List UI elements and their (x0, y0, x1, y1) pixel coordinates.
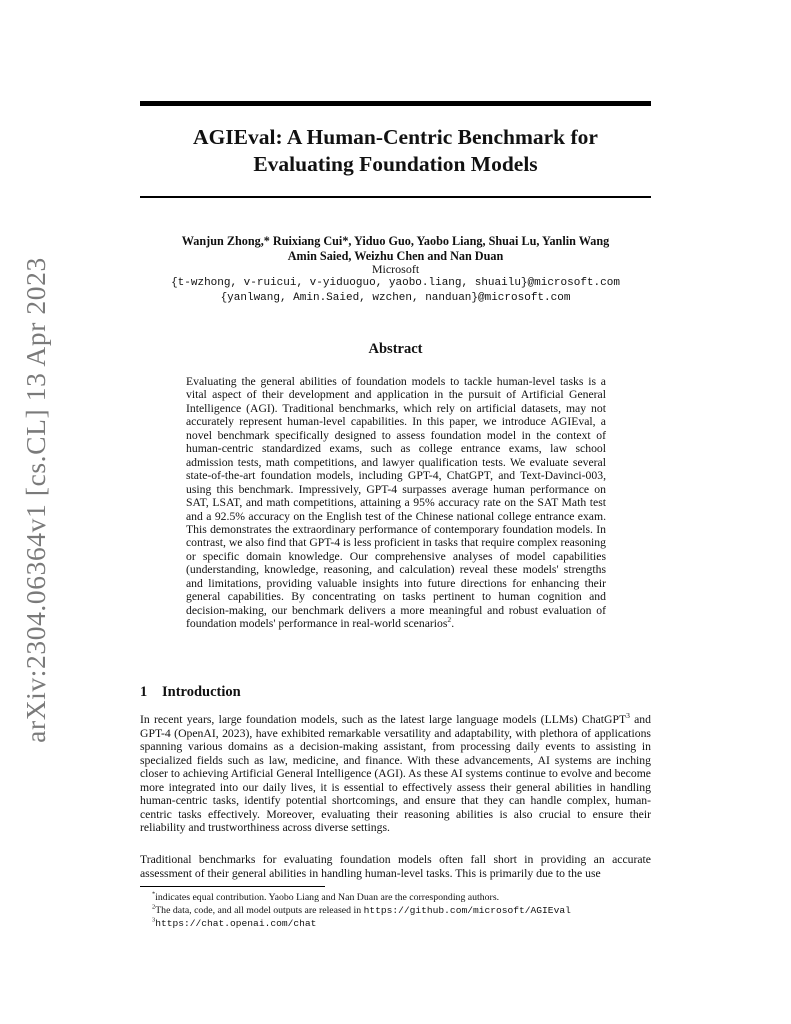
footnote-ref-2[interactable]: 2 (447, 615, 452, 625)
footnote-3 (152, 917, 652, 930)
footnote-1-mark: * (152, 890, 156, 898)
intro-p1-start: In recent years, large foundation models, such as the latest large language models (LLMs) ChatGPT (140, 713, 627, 726)
footnote-2 (152, 904, 652, 917)
emails-line-2: {yanlwang, Amin.Saied, wzchen, nanduan}@microsoft.com (220, 292, 571, 304)
abstract-heading: Abstract (368, 341, 423, 357)
authors-line-2: Amin Saied, Weizhu Chen and Nan Duan (287, 249, 504, 263)
title-line-2: Evaluating Foundation Models (253, 152, 538, 176)
title-top-rule (140, 101, 651, 106)
footnote-1-text: indicates equal contribution. Yaobo Liang and Nan Duan are the corresponding authors. (155, 892, 500, 903)
arxiv-identifier: arXiv:2304.06364v1 [cs.CL] 13 Apr 2023 (20, 257, 51, 743)
authors-line-1: Wanjun Zhong,* Ruixiang Cui*, Yiduo Guo, Yaobo Liang, Shuai Lu, Yanlin Wang (181, 234, 610, 248)
paper-title (140, 124, 651, 178)
footnote-3-mark: 3 (152, 916, 156, 924)
author-list (140, 234, 651, 264)
footnote-rule (140, 886, 325, 887)
footnote-2-mark: 2 (152, 903, 156, 911)
intro-paragraph-1 (140, 713, 651, 835)
footnote-2-link[interactable]: https://github.com/microsoft/AGIEval (363, 905, 571, 916)
footnote-2-text: The data, code, and all model outputs are released in (155, 905, 364, 916)
emails-line-1: {t-wzhong, v-ruicui, v-yiduoguo, yaobo.liang, shuailu}@microsoft.com (171, 277, 620, 289)
section-heading-introduction (140, 684, 241, 701)
section-title: Introduction (162, 684, 241, 700)
footnotes (152, 891, 652, 930)
affiliation: Microsoft (371, 262, 420, 276)
footnote-1 (152, 891, 652, 904)
footnote-3-link[interactable]: https://chat.openai.com/chat (155, 918, 317, 929)
section-number: 1 (140, 684, 148, 700)
title-bottom-rule (140, 196, 651, 198)
footnote-ref-3[interactable]: 3 (626, 711, 630, 721)
title-line-1: AGIEval: A Human-Centric Benchmark for (193, 125, 598, 149)
intro-p1-rest: and GPT-4 (OpenAI, 2023), have exhibited remarkable versatility and adaptability, with plethora of applications spanning various domains as a decision-making assistant, from processing daily events to assisting in specialized fields such as law, medicine, and finance. With these advancements, AI systems are inching closer to achieving Artificial General Intelligence (AGI). As these AI systems continue to evolve and become more integrated into our daily lives, it is essential to effectively assess their general abilities in handling human-centric tasks, identify potential shortcomings, and ensure that they can handle complex, human-centric tasks effectively. Moreover, evaluating their reasoning abilities is also crucial to ensure their reliability and trustworthiness across diverse settings. (140, 713, 651, 834)
abstract-body (186, 375, 606, 631)
abstract-end: . (451, 617, 455, 631)
abstract-text: Evaluating the general abilities of foundation models to tackle human-level tasks is a vital aspect of their development and application in the pursuit of Artificial General Intelligence (AGI). Traditional benchmarks, which rely on artificial datasets, may not accurately represent human-level capabilities. In this paper, we introduce AGIEval, a novel benchmark specifically designed to assess foundation model in the context of human-centric standardized exams, such as college entrance exams, law school admission tests, math competitions, and lawyer qualification tests. We evaluate several state-of-the-art foundation models, including GPT-4, ChatGPT, and Text-Davinci-003, using this benchmark. Impressively, GPT-4 surpasses average human performance on SAT, LSAT, and math competitions, attaining a 95% accuracy rate on the SAT Math test and a 92.5% accuracy on the English test of the Chinese national college entrance exam. This demonstrates the extraordinary performance of contemporary foundation models. In contrast, we also find that GPT-4 is less proficient in tasks that require complex reasoning or specific domain knowledge. Our comprehensive analyses of model capabilities (understanding, knowledge, reasoning, and calculation) reveal these models' strengths and limitations, providing valuable insights into future directions for enhancing their general capabilities. By concentrating on tasks pertinent to human cognition and decision-making, our benchmark delivers a more meaningful and robust evaluation of foundation models' performance in real-world scenarios (186, 375, 606, 631)
intro-paragraph-2: Traditional benchmarks for evaluating foundation models often fall short in providing an accurate assessment of their general abilities in handling human-level tasks. This is primarily due to the use (140, 853, 651, 880)
author-emails (140, 276, 651, 306)
